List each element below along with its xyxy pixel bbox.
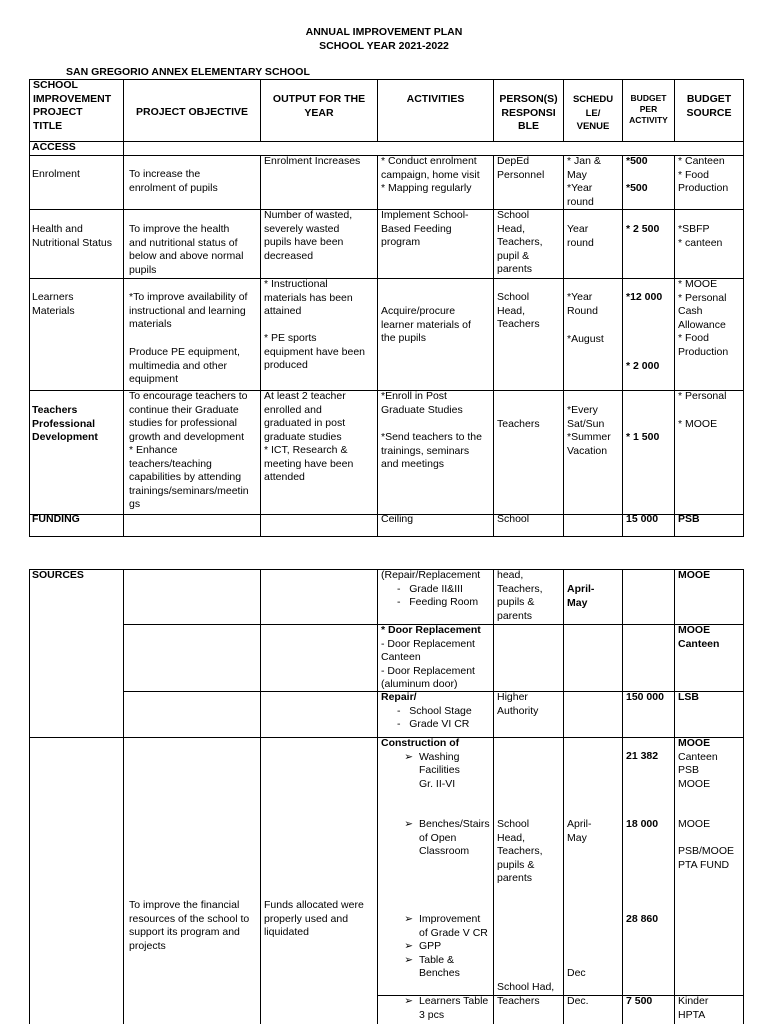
arrow-bullet-icon: ➢: [404, 913, 413, 925]
enrolment-schedule: * Jan & May *Year round: [567, 155, 601, 208]
health-persons: School Head, Teachers, pupil & parents: [497, 209, 543, 275]
header-schedule-venue: SCHEDU LE/ VENUE: [572, 94, 614, 132]
enrolment-persons: DepEd Personnel: [497, 155, 545, 181]
enrolment-budget-2: *500: [626, 182, 648, 194]
repair-replacement-activities: (Repair/Replacement - Grade II&III - Feeding Room: [381, 569, 481, 608]
header-output-for-the-year: OUTPUT FOR THE YEAR: [272, 93, 366, 119]
health-schedule: Year round: [567, 223, 594, 249]
teachers-title: Teachers Professional Development: [32, 404, 98, 443]
arrow-bullet-icon: ➢: [404, 818, 413, 830]
learners-objective-2: Produce PE equipment, multimedia and other equipment: [129, 346, 240, 385]
teachers-schedule: *Every Sat/Sun *Summer Vacation: [567, 404, 611, 457]
learners-objective-1: *To improve availability of instructional and learning materials: [129, 291, 248, 330]
health-source: *SBFP * canteen: [678, 223, 723, 249]
enrolment-source: * Canteen * Food Production: [678, 155, 729, 194]
learners-source: * MOOE * Personal Cash Allowance * Food Production: [678, 278, 729, 358]
repair-replacement-schedule: April- May: [567, 583, 595, 609]
funding-persons: School: [497, 513, 530, 525]
funding-title: FUNDING: [32, 513, 80, 525]
learners-budget-1: *12 000: [626, 291, 663, 303]
sources-title: SOURCES: [32, 569, 84, 581]
teachers-objective: To encourage teachers to continue their Graduate studies for professional growth and development * Enhance teachers/teaching capabilities by attending trainings/seminars/meetin gs: [129, 390, 249, 510]
arrow-bullet-icon: ➢: [404, 995, 413, 1007]
learners-table-schedule: Dec.: [567, 995, 589, 1007]
document-subtitle: SCHOOL YEAR 2021-2022: [319, 40, 449, 52]
enrolment-title: Enrolment: [32, 168, 80, 180]
enrolment-activities: * Conduct enrolment campaign, home visit * Mapping regularly: [381, 155, 480, 194]
funding-source: PSB: [678, 513, 700, 525]
teachers-persons: Teachers: [497, 418, 540, 430]
learners-schedule-1: *Year Round: [567, 291, 598, 317]
repair-replacement-persons: head, Teachers, pupils & parents: [497, 569, 543, 622]
learners-table-source: Kinder HPTA: [678, 995, 709, 1021]
construction-benches: ➢ Benches/Stairs of Open Classroom: [381, 818, 490, 859]
learners-persons: School Head, Teachers: [497, 291, 540, 330]
repair-stage-persons: Higher Authority: [497, 691, 539, 717]
school-name: SAN GREGORIO ANNEX ELEMENTARY SCHOOL: [66, 66, 310, 78]
health-title: Health and Nutritional Status: [32, 223, 112, 249]
construction-budget-1: 21 382: [626, 750, 659, 762]
teachers-activities-1: *Enroll in Post Graduate Studies: [381, 390, 463, 416]
learners-output-2: * PE sports equipment have been produced: [264, 332, 365, 371]
teachers-budget: * 1 500: [626, 431, 660, 443]
learners-budget-2: * 2 000: [626, 360, 660, 372]
funding-objective: To improve the financial resources of the school to support its program and projects: [129, 899, 250, 952]
funding-budget: 15 000: [626, 513, 659, 525]
construction-budget-2: 18 000: [626, 818, 659, 830]
teachers-source-1: * Personal: [678, 390, 727, 402]
teachers-output: At least 2 teacher enrolled and graduated in post graduate studies * ICT, Research & meeting have been attended: [264, 390, 354, 483]
header-school-improvement-project-title: SCHOOL IMPROVEMENT PROJECT TITLE: [33, 79, 112, 132]
header-activities: ACTIVITIES: [406, 93, 465, 105]
document-title: ANNUAL IMPROVEMENT PLAN: [305, 26, 463, 38]
learners-title: Learners Materials: [32, 291, 75, 317]
construction-budget-3: 28 860: [626, 913, 659, 925]
construction-improvements: ➢ Improvement of Grade V CR ➢ GPP ➢ Table & Benches: [381, 913, 488, 981]
funding-activities: Ceiling: [381, 513, 414, 525]
learners-output-1: * Instructional materials has been attained: [264, 278, 353, 317]
health-budget: * 2 500: [626, 223, 660, 235]
learners-activities: Acquire/procure learner materials of the pupils: [381, 305, 471, 344]
construction-persons: School Head, Teachers, pupils & parents: [497, 818, 543, 884]
repair-stage-activities: Repair/ - School Stage - Grade VI CR: [381, 691, 472, 730]
construction-source-1: MOOE Canteen PSB MOOE: [678, 737, 718, 790]
enrolment-budget-1: *500: [626, 155, 648, 167]
enrolment-objective: To increase the enrolment of pupils: [129, 168, 218, 194]
door-replacement-source: MOOE Canteen: [678, 624, 720, 650]
arrow-bullet-icon: ➢: [404, 940, 413, 952]
repair-stage-source: LSB: [678, 691, 699, 703]
construction-schedule-2: Dec: [567, 967, 586, 979]
enrolment-output: Enrolment Increases: [264, 155, 361, 167]
learners-table-activity: ➢ Learners Table 3 pcs: [381, 995, 488, 1022]
learners-table-budget: 7 500: [626, 995, 653, 1007]
repair-stage-budget: 150 000: [626, 691, 664, 703]
door-replacement-activities: * Door Replacement - Door Replacement Canteen - Door Replacement (aluminum door): [381, 624, 481, 690]
header-budget-per-activity: BUDGET PER ACTIVITY: [629, 93, 668, 125]
construction-source-3: PSB/MOOE PTA FUND: [678, 845, 735, 871]
header-project-objective: PROJECT OBJECTIVE: [135, 106, 249, 118]
teachers-source-2: * MOOE: [678, 418, 718, 430]
health-activities: Implement School- Based Feeding program: [381, 209, 469, 248]
repair-replacement-source: MOOE: [678, 569, 711, 581]
header-budget-source: BUDGET SOURCE: [686, 93, 732, 119]
health-output: Number of wasted, severely wasted pupils have been decreased: [264, 209, 353, 262]
teachers-activities-2: *Send teachers to the trainings, seminars and meetings: [381, 431, 482, 470]
construction-source-2: MOOE: [678, 818, 711, 830]
funding-output: Funds allocated were properly used and liquidated: [264, 899, 364, 938]
header-persons-responsible: PERSON(S) RESPONSI BLE: [499, 93, 558, 132]
construction-activities: Construction of ➢ Washing Facilities Gr. II-VI: [381, 737, 460, 790]
construction-schedule: April- May: [567, 818, 592, 844]
learners-schedule-2: *August: [567, 333, 604, 345]
construction-persons-2: School Had, Teachers: [497, 981, 555, 1007]
arrow-bullet-icon: ➢: [404, 750, 413, 763]
arrow-bullet-icon: ➢: [404, 953, 413, 966]
section-access: ACCESS: [32, 141, 76, 153]
health-objective: To improve the health and nutritional status of below and above normal pupils: [129, 223, 244, 276]
